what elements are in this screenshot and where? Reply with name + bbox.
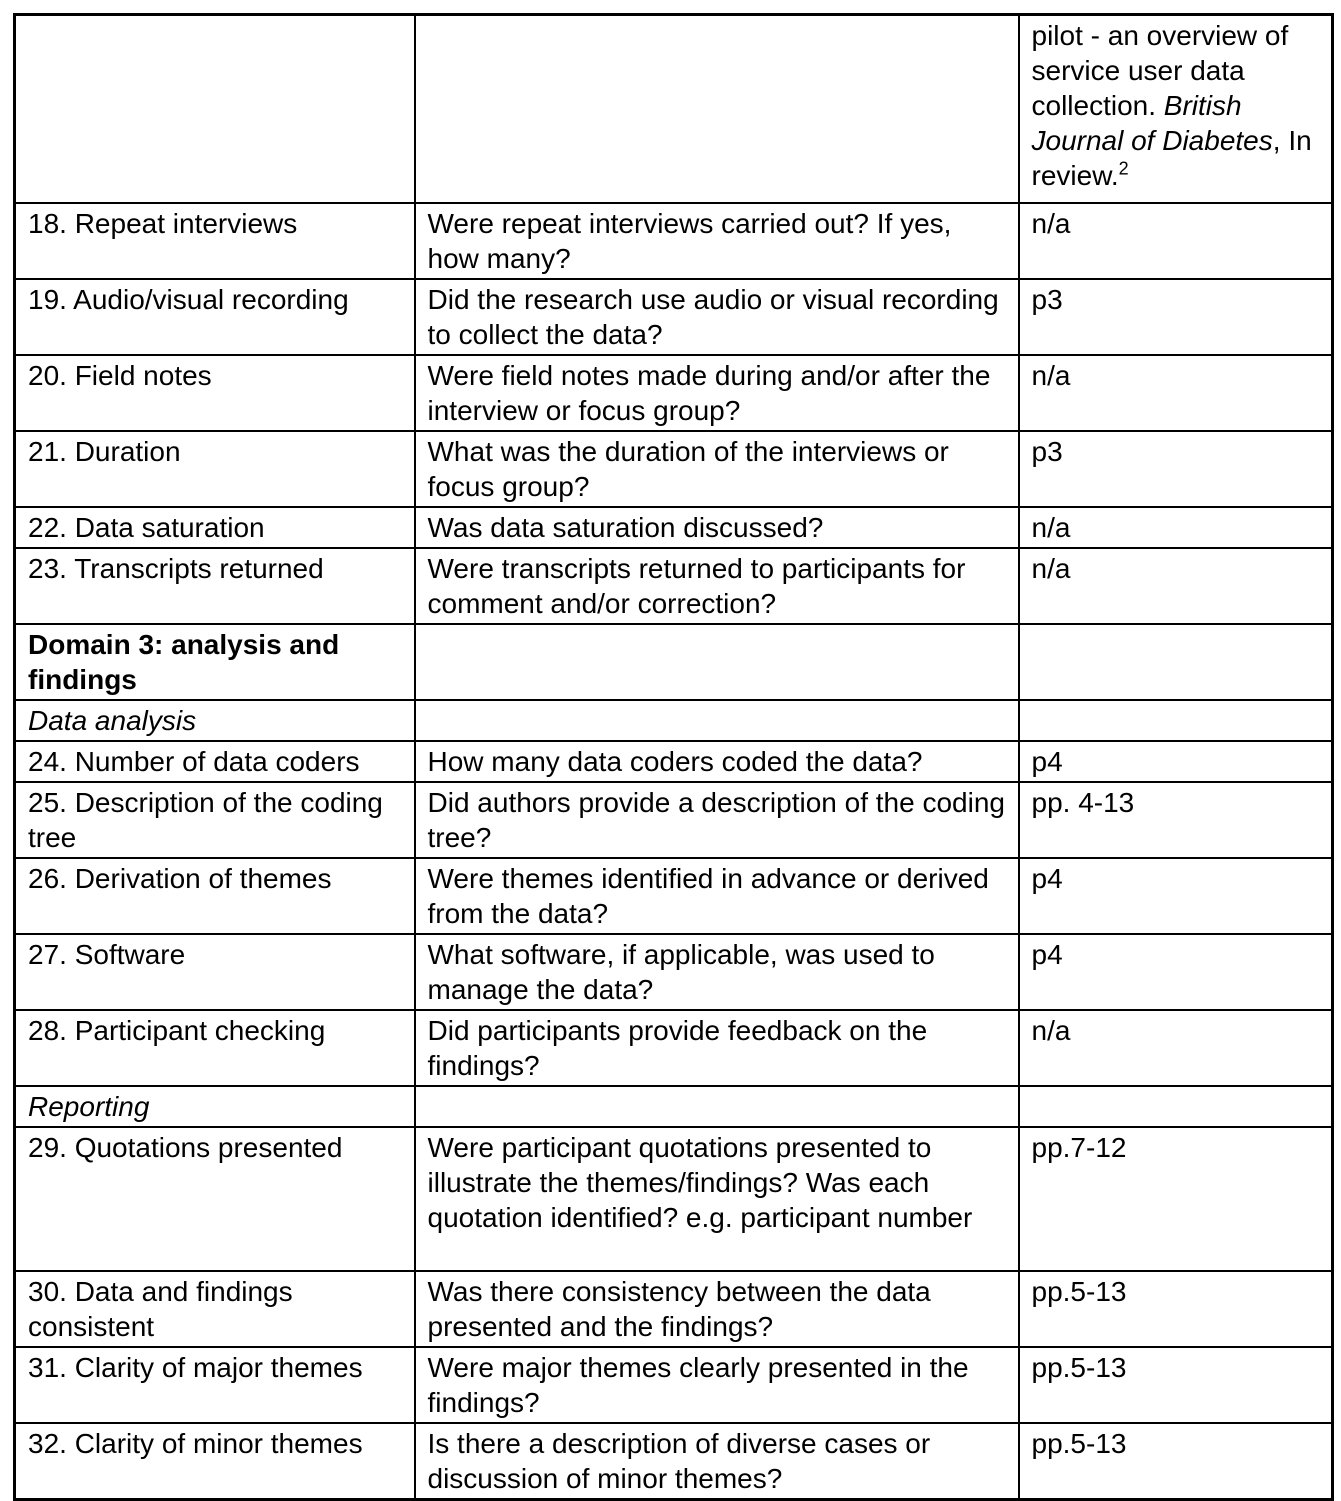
question-text: What software, if applicable, was used to manage the data?	[415, 934, 1019, 1010]
table-row-item-18	[15, 203, 1333, 279]
item-label: 30. Data and findings consistent	[15, 1271, 415, 1347]
citation-text-start: pilot - an overview of service user data collection.	[1031, 20, 1289, 121]
table-row-item-30	[15, 1271, 1333, 1347]
question-cell-empty	[415, 624, 1019, 700]
table-row-domain-3-header	[15, 624, 1333, 700]
item-label: 25. Description of the coding tree	[15, 782, 415, 858]
question-text: Was data saturation discussed?	[415, 507, 1019, 548]
page-reference: n/a	[1019, 1010, 1333, 1086]
page-cell-citation	[1019, 15, 1333, 204]
question-text: Were repeat interviews carried out? If yes, how many?	[415, 203, 1019, 279]
page-reference: p4	[1019, 858, 1333, 934]
item-label: 22. Data saturation	[15, 507, 415, 548]
page-reference: pp.5-13	[1019, 1423, 1333, 1500]
question-text: Were transcripts returned to participants for comment and/or correction?	[415, 548, 1019, 624]
question-text: Is there a description of diverse cases or discussion of minor themes?	[415, 1423, 1019, 1500]
question-text: Were participant quotations presented to illustrate the themes/findings? Was each quotation identified? e.g. participant number	[415, 1127, 1019, 1271]
item-label: 29. Quotations presented	[15, 1127, 415, 1271]
item-label: 31. Clarity of major themes	[15, 1347, 415, 1423]
page-reference: p4	[1019, 934, 1333, 1010]
table-row-item-23	[15, 548, 1333, 624]
page-reference: pp.5-13	[1019, 1347, 1333, 1423]
page-reference: n/a	[1019, 203, 1333, 279]
table-row-continuation	[15, 15, 1333, 204]
page-reference: pp.7-12	[1019, 1127, 1333, 1271]
citation-journal-name: British Journal of Diabetes	[1031, 90, 1273, 156]
table-row-item-27	[15, 934, 1333, 1010]
page-reference: n/a	[1019, 355, 1333, 431]
table-row-item-29	[15, 1127, 1333, 1271]
subsection-label: Reporting	[15, 1086, 415, 1127]
table-row-item-22	[15, 507, 1333, 548]
table-row-data-analysis-subheader	[15, 700, 1333, 741]
item-label: 20. Field notes	[15, 355, 415, 431]
question-text: Were major themes clearly presented in the findings?	[415, 1347, 1019, 1423]
table-row-item-31	[15, 1347, 1333, 1423]
table-row-item-32	[15, 1423, 1333, 1500]
question-text: Were field notes made during and/or after the interview or focus group?	[415, 355, 1019, 431]
question-text: How many data coders coded the data?	[415, 741, 1019, 782]
item-label: 26. Derivation of themes	[15, 858, 415, 934]
citation-text-end: , In review.	[1031, 125, 1312, 191]
item-label: 28. Participant checking	[15, 1010, 415, 1086]
page-cell-empty	[1019, 624, 1333, 700]
item-label: 21. Duration	[15, 431, 415, 507]
page-reference: p3	[1019, 431, 1333, 507]
table-row-item-20	[15, 355, 1333, 431]
question-text: Did the research use audio or visual recording to collect the data?	[415, 279, 1019, 355]
table-row-item-25	[15, 782, 1333, 858]
item-label: 24. Number of data coders	[15, 741, 415, 782]
question-text: What was the duration of the interviews or focus group?	[415, 431, 1019, 507]
item-label: 19. Audio/visual recording	[15, 279, 415, 355]
table-row-reporting-subheader	[15, 1086, 1333, 1127]
page-reference: n/a	[1019, 548, 1333, 624]
page-reference: n/a	[1019, 507, 1333, 548]
page-cell-empty	[1019, 1086, 1333, 1127]
coreq-checklist-table	[13, 13, 1334, 1501]
question-cell-empty	[415, 700, 1019, 741]
question-cell-empty	[415, 1086, 1019, 1127]
question-cell-empty	[415, 15, 1019, 204]
domain-header-label: Domain 3: analysis and findings	[15, 624, 415, 700]
question-text: Was there consistency between the data presented and the findings?	[415, 1271, 1019, 1347]
item-label: 23. Transcripts returned	[15, 548, 415, 624]
page-reference: p3	[1019, 279, 1333, 355]
table-row-item-28	[15, 1010, 1333, 1086]
question-text: Did authors provide a description of the coding tree?	[415, 782, 1019, 858]
item-cell-empty	[15, 15, 415, 204]
page-reference: pp.5-13	[1019, 1271, 1333, 1347]
question-text: Did participants provide feedback on the findings?	[415, 1010, 1019, 1086]
item-label: 32. Clarity of minor themes	[15, 1423, 415, 1500]
page-reference: pp. 4-13	[1019, 782, 1333, 858]
table-row-item-26	[15, 858, 1333, 934]
page-reference: p4	[1019, 741, 1333, 782]
page-cell-empty	[1019, 700, 1333, 741]
citation-reference-superscript: 2	[1118, 158, 1129, 179]
item-label: 18. Repeat interviews	[15, 203, 415, 279]
item-label: 27. Software	[15, 934, 415, 1010]
subsection-label: Data analysis	[15, 700, 415, 741]
question-text: Were themes identified in advance or derived from the data?	[415, 858, 1019, 934]
table-row-item-24	[15, 741, 1333, 782]
table-row-item-19	[15, 279, 1333, 355]
table-row-item-21	[15, 431, 1333, 507]
